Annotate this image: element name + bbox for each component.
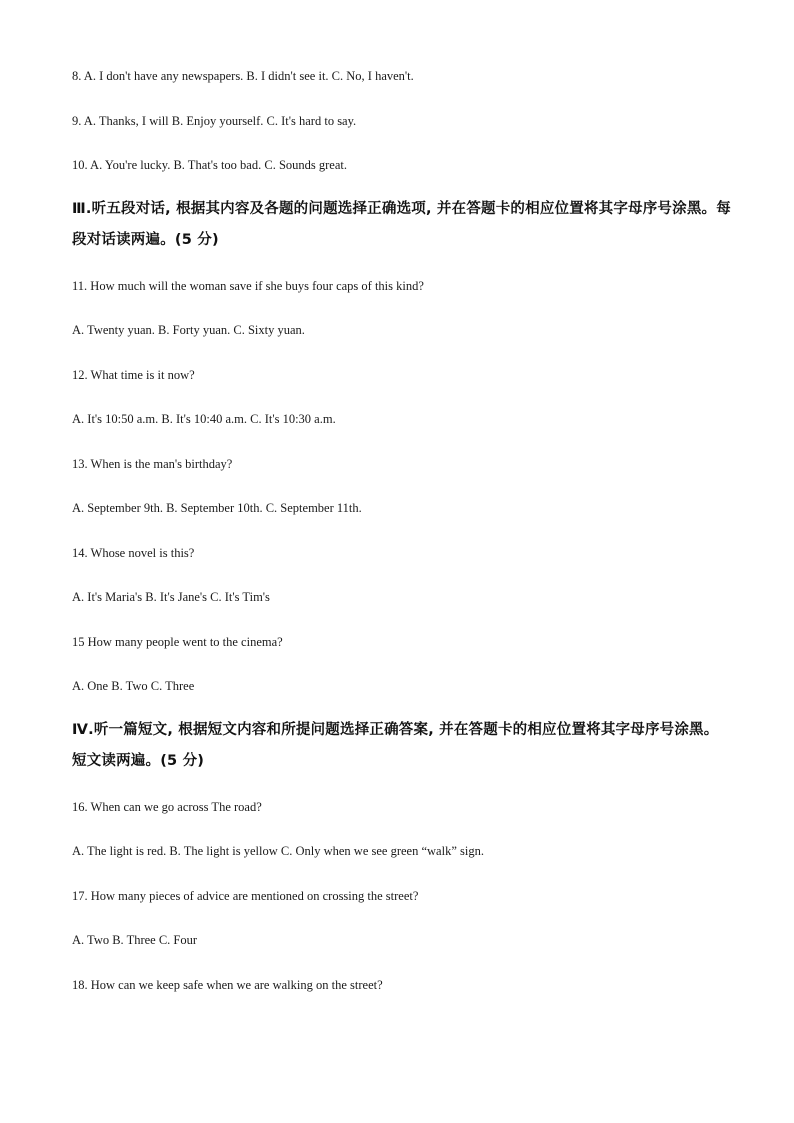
question-13: 13. When is the man's birthday?: [72, 457, 233, 471]
question-15: 15 How many people went to the cinema?: [72, 635, 283, 649]
question-15-options: A. One B. Two C. Three: [72, 679, 195, 693]
question-17-options: A. Two B. Three C. Four: [72, 933, 198, 947]
question-17: 17. How many pieces of advice are mentioned on crossing the street?: [72, 889, 419, 903]
question-12: 12. What time is it now?: [72, 368, 195, 382]
question-10-options: 10. A. You're lucky. B. That's too bad. C. Sounds great.: [72, 158, 347, 172]
question-12-options: A. It's 10:50 a.m. B. It's 10:40 a.m. C. It's 10:30 a.m.: [72, 412, 336, 426]
question-14-options: A. It's Maria's B. It's Jane's C. It's Tim's: [72, 590, 270, 604]
section-3-heading: Ⅲ.听五段对话, 根据其内容及各题的问题选择正确选项, 并在答题卡的相应位置将其字母序号涂黑。每段对话读两遍。(5 分): [72, 201, 731, 248]
question-13-options: A. September 9th. B. September 10th. C. September 11th.: [72, 501, 362, 515]
question-16-options: A. The light is red. B. The light is yellow C. Only when we see green “walk” sign.: [72, 844, 484, 858]
question-9-options: 9. A. Thanks, I will B. Enjoy yourself. C. It's hard to say.: [72, 114, 357, 128]
section-4-heading: Ⅳ.听一篇短文, 根据短文内容和所提问题选择正确答案, 并在答题卡的相应位置将其字母序号涂黑。短文读两遍。(5 分): [72, 722, 719, 769]
question-18: 18. How can we keep safe when we are walking on the street?: [72, 978, 383, 992]
question-8-options: 8. A. I don't have any newspapers. B. I didn't see it. C. No, I haven't.: [72, 69, 414, 83]
question-14: 14. Whose novel is this?: [72, 546, 195, 560]
question-16: 16. When can we go across The road?: [72, 800, 262, 814]
question-11-options: A. Twenty yuan. B. Forty yuan. C. Sixty yuan.: [72, 323, 305, 337]
question-11: 11. How much will the woman save if she buys four caps of this kind?: [72, 279, 424, 293]
